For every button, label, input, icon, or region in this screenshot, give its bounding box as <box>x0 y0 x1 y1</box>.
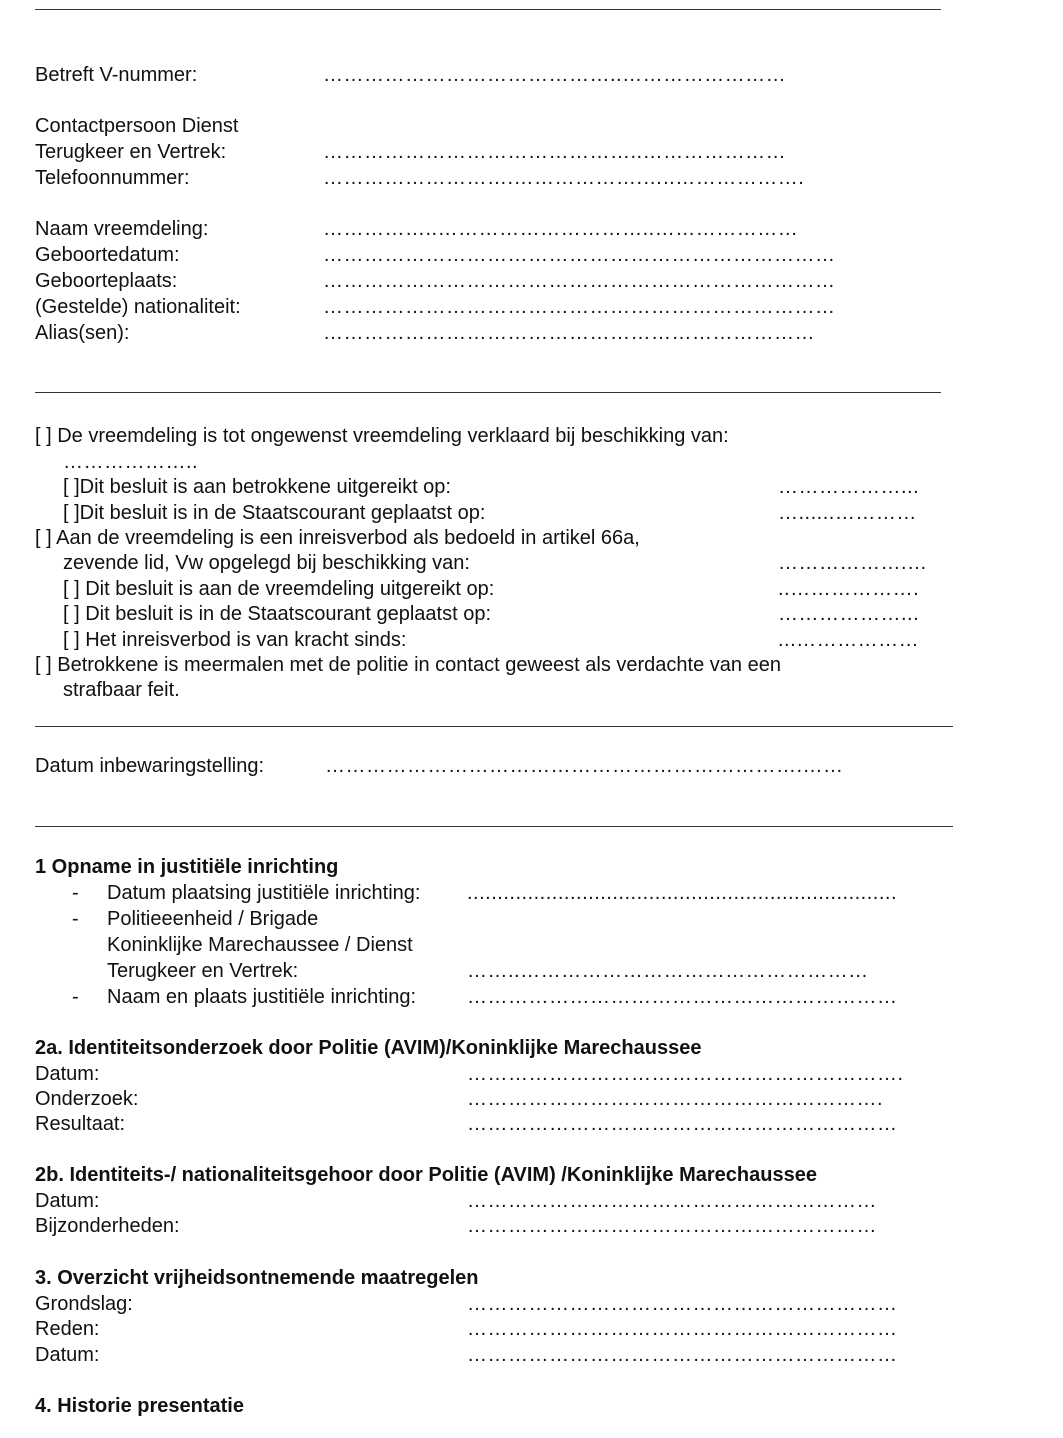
2a-resultaat-field[interactable]: ……………………………………………………… <box>467 1113 898 1135</box>
datum-plaatsing-field[interactable]: ....................................................................... <box>467 882 898 904</box>
geboortedatum-label: Geboortedatum: <box>35 244 180 266</box>
divider-top <box>35 9 941 10</box>
bullet: - <box>72 908 79 930</box>
nationaliteit-field[interactable]: ………………………………………………………………… <box>323 296 836 318</box>
3-datum-field[interactable]: ……………………………………………………… <box>467 1344 898 1366</box>
politieeenheid-label-2: Koninklijke Marechaussee / Dienst <box>107 934 413 956</box>
bullet: - <box>72 986 79 1008</box>
iv-uitgereikt-checkbox-item[interactable]: [ ] Dit besluit is aan de vreemdeling uitgereikt op: <box>63 578 495 600</box>
2b-bijzonderheden-field[interactable]: …………………………………………………… <box>467 1215 877 1237</box>
divider-checks <box>35 726 953 727</box>
divider-datum <box>35 826 953 827</box>
contact-label-1: Contactpersoon Dienst <box>35 115 239 137</box>
ongewenst-checkbox-item[interactable]: [ ] De vreemdeling is tot ongewenst vreemdeling verklaard bij beschikking van: <box>35 425 729 447</box>
2b-datum-label: Datum: <box>35 1190 100 1212</box>
section-1-heading: 1 Opname in justitiële inrichting <box>35 856 339 878</box>
alias-label: Alias(sen): <box>35 322 130 344</box>
2a-onderzoek-label: Onderzoek: <box>35 1088 139 1110</box>
naam-plaats-field[interactable]: ……………………………………………………… <box>467 986 898 1008</box>
telefoon-label: Telefoonnummer: <box>35 167 190 189</box>
iv-staatscourant-field[interactable]: ………………... <box>778 603 920 625</box>
3-grondslag-label: Grondslag: <box>35 1293 133 1315</box>
divider-personal <box>35 392 941 393</box>
staatscourant-field[interactable]: …......………… <box>778 502 917 524</box>
iv-uitgereikt-field[interactable]: ..………………. <box>778 578 920 600</box>
2a-onderzoek-field[interactable]: ……………………………………………………. <box>467 1088 884 1110</box>
geboortedatum-field[interactable]: ………………………………………………………………… <box>323 244 836 266</box>
inreisverbod-field[interactable]: ……………….… <box>778 552 928 574</box>
naam-label: Naam vreemdeling: <box>35 218 209 240</box>
geboorteplaats-label: Geboorteplaats: <box>35 270 178 292</box>
naam-field[interactable]: ……………..…………………………..………………… <box>323 218 799 240</box>
2a-datum-field[interactable]: ………………………………………………………. <box>467 1063 904 1085</box>
iv-kracht-field[interactable]: ...……………… <box>778 629 920 651</box>
politie-checkbox-item[interactable]: [ ] Betrokkene is meermalen met de politie in contact geweest als verdachte van een <box>35 654 781 676</box>
section-2b-heading: 2b. Identiteits-/ nationaliteitsgehoor door Politie (AVIM) /Koninklijke Marechaussee <box>35 1164 817 1186</box>
3-reden-field[interactable]: ……………………………………………………… <box>467 1318 898 1340</box>
iv-kracht-checkbox-item[interactable]: [ ] Het inreisverbod is van kracht sinds: <box>63 629 407 651</box>
2a-resultaat-label: Resultaat: <box>35 1113 126 1135</box>
ongewenst-field[interactable]: ……………….. <box>63 451 199 473</box>
datum-inbewaring-label: Datum inbewaringstelling: <box>35 755 265 777</box>
contact-field[interactable]: ………………………………………..………………… <box>323 141 787 163</box>
politieeenheid-field[interactable]: ……..…………………………………………… <box>467 960 869 982</box>
3-datum-label: Datum: <box>35 1344 100 1366</box>
datum-inbewaring-field[interactable]: …………………………………………………………….…… <box>325 755 844 777</box>
bullet: - <box>72 882 79 904</box>
inreisverbod-checkbox-item[interactable]: [ ] Aan de vreemdeling is een inreisverbod als bedoeld in artikel 66a, <box>35 527 640 549</box>
nationaliteit-label: (Gestelde) nationaliteit: <box>35 296 241 318</box>
geboorteplaats-field[interactable]: ………………………………………………………………… <box>323 270 836 292</box>
2a-datum-label: Datum: <box>35 1063 100 1085</box>
v-nummer-field[interactable]: ……………………………………..…………………… <box>323 64 787 86</box>
section-3-heading: 3. Overzicht vrijheidsontnemende maatregelen <box>35 1267 479 1289</box>
section-2a-heading: 2a. Identiteitsonderzoek door Politie (AVIM)/Koninklijke Marechaussee <box>35 1037 702 1059</box>
naam-plaats-label: Naam en plaats justitiële inrichting: <box>107 986 417 1008</box>
datum-plaatsing-label: Datum plaatsing justitiële inrichting: <box>107 882 421 904</box>
2b-bijzonderheden-label: Bijzonderheden: <box>35 1215 180 1237</box>
alias-field[interactable]: ……………………………………………………………… <box>323 322 815 344</box>
staatscourant-checkbox-item[interactable]: [ ]Dit besluit is in de Staatscourant geplaatst op: <box>63 502 486 524</box>
politieeenheid-label-3: Terugkeer en Vertrek: <box>107 960 299 982</box>
2b-datum-field[interactable]: …………………………………………………… <box>467 1190 877 1212</box>
telefoon-field[interactable]: ……………………….……………….…..………………. <box>323 167 805 189</box>
contact-label-2: Terugkeer en Vertrek: <box>35 141 227 163</box>
iv-staatscourant-checkbox-item[interactable]: [ ] Dit besluit is in de Staatscourant geplaatst op: <box>63 603 492 625</box>
3-grondslag-field[interactable]: ……………………………………………………… <box>467 1293 898 1315</box>
v-nummer-label: Betreft V-nummer: <box>35 64 198 86</box>
section-4-heading: 4. Historie presentatie <box>35 1395 244 1417</box>
uitgereikt-checkbox-item[interactable]: [ ]Dit besluit is aan betrokkene uitgereikt op: <box>63 476 451 498</box>
politie-text-line2: strafbaar feit. <box>63 679 180 701</box>
politieeenheid-label-1: Politieeenheid / Brigade <box>107 908 319 930</box>
3-reden-label: Reden: <box>35 1318 100 1340</box>
uitgereikt-field[interactable]: ………………... <box>778 476 920 498</box>
inreisverbod-text-line2: zevende lid, Vw opgelegd bij beschikking van: <box>63 552 470 574</box>
